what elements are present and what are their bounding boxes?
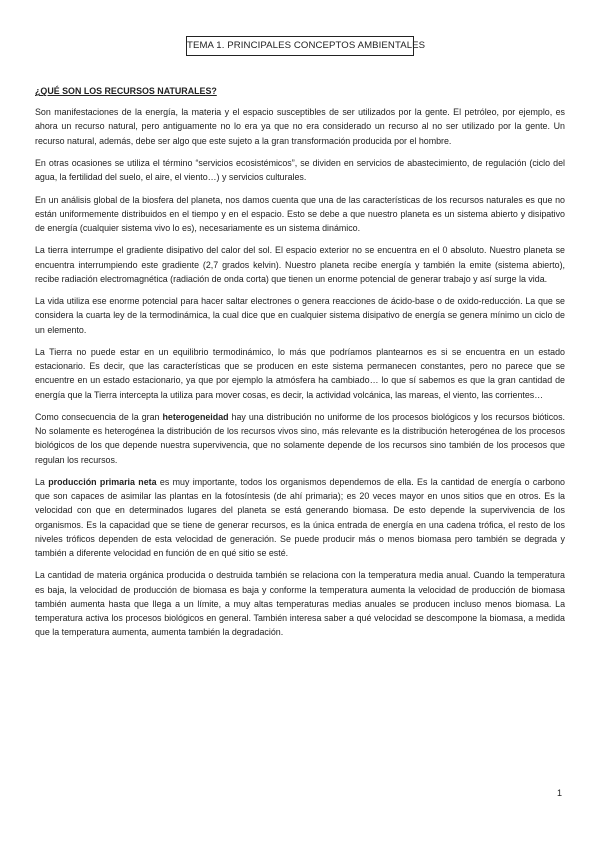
paragraph-6: La Tierra no puede estar en un equilibrio termodinámico, lo más que podríamos plantearnos es si se encuentra en un estado estacionario. Es decir, que las características que se producen en este sistema permanecen constantes, pero no parece que se encuentre en un estado estacionario, ya que por ejemplo la atmósfera ha cambiado… lo que sí sabemos es que la gran cantidad de energía que la Tierra intercepta la utiliza para mover cosas, es decir, la actividad volcánica, las mareas, el viento, las corrientes… bbox=[35, 346, 565, 400]
term-heterogeneidad: heterogeneidad bbox=[162, 411, 229, 422]
paragraph-7-text-start: Como consecuencia de la gran bbox=[35, 411, 163, 422]
paragraph-8-text-end: es muy importante, todos los organismos dependemos de ella. Es la cantidad de energía o carbono que son capaces de asimilar las plantas en la fotosíntesis (de ahí primaria); es 20 veces mayor en unos sitios que en otros. Es la velocidad con que en determinados lugares del planeta se está generando biomasa. De esto depende la supervivencia de los organismos. Es la capacidad que se tiene de generar recursos, es la única entrada de energía en una cadena trófica, el resto de los niveles tróficos dependen de esta velocidad de generación. Se puede producir más o menos biomasa pero también se degrada y también a diferente velocidad en función de en qué sitio se esté. bbox=[35, 476, 565, 558]
page-number: 1 bbox=[557, 788, 563, 798]
paragraph-8 bbox=[35, 475, 565, 560]
page-title: TEMA 1. PRINCIPALES CONCEPTOS AMBIENTALES bbox=[186, 36, 414, 56]
paragraph-7 bbox=[35, 410, 565, 467]
paragraph-1: Son manifestaciones de la energía, la materia y el espacio susceptibles de ser utilizados por la gente. El petróleo, por ejemplo, es ahora un recurso natural, pero antiguamente no lo era ya que no era considerado un recurso al no ser utilizado por la gente. Un recurso natural, además, debe ser algo que este sujeto a la gran transformación producida por el hombre. bbox=[35, 107, 565, 146]
paragraph-4: La tierra interrumpe el gradiente disipativo del calor del sol. El espacio exterior no se encuentra en el 0 absoluto. Nuestro planeta se encuentra interrumpiendo este gradiente (2,7 grados kelvin). Nuestro planeta recibe energía y también la emite (sistema abierto), recibe radiación electromagnética (radiación de onda corta) que tienen un enorme potencial de generar trabajo y así surge la vida. bbox=[35, 245, 565, 284]
paragraph-3: En un análisis global de la biosfera del planeta, nos damos cuenta que una de las características de los recursos naturales es que no están uniformemente distribuidos en el tiempo y en el espacio. Esto se debe a que nuestro planeta es un sistema abierto y disipativo de energía (cualquier sistema vivo lo es), necesariamente es un sistema dinámico. bbox=[35, 194, 565, 233]
document-body bbox=[35, 84, 565, 648]
paragraph-8-text-start: La bbox=[35, 476, 49, 487]
term-produccion-primaria-neta: producción primaria neta bbox=[48, 476, 157, 487]
section-heading: ¿QUÉ SON LOS RECURSOS NATURALES? bbox=[35, 86, 217, 96]
paragraph-9: La cantidad de materia orgánica producida o destruida también se relaciona con la temperatura media anual. Cuando la temperatura es baja, la velocidad de producción de biomasa es baja y conforme la temperatura aumenta la velocidad de producción de biomasa también aumenta hasta que llega a un límite, a muy altas temperaturas medias anuales se producen incluso menos biomasa. La temperatura activa los procesos biológicos en general. También interesa saber a qué velocidad se descompone la biomasa, a medida que la temperatura aumenta, aumenta también la degradación. bbox=[35, 570, 565, 638]
paragraph-5: La vida utiliza ese enorme potencial para hacer saltar electrones o genera reacciones de ácido-base o de oxido-reducción. La que se considera la cuarta ley de la termodinámica, la cual dice que en cualquier sistema disipativo de energía se genera mínimo un ciclo de un elemento. bbox=[35, 296, 565, 335]
paragraph-7-text-end: hay una distribución no uniforme de los procesos biológicos y los recursos bióticos. No solamente es heterogénea la distribución de los recursos vivos sino, más relevante es la distribución heterogénea de los procesos biológicos de los que depende nuestra supervivencia, que no solamente depende de los recursos sino también de los procesos que regulan los recursos. bbox=[35, 411, 565, 465]
paragraph-2: En otras ocasiones se utiliza el término “servicios ecosistémicos”, se dividen en servicios de abastecimiento, de regulación (ciclo del agua, la fertilidad del suelo, el aire, el viento…) y servicios culturales. bbox=[35, 158, 565, 183]
